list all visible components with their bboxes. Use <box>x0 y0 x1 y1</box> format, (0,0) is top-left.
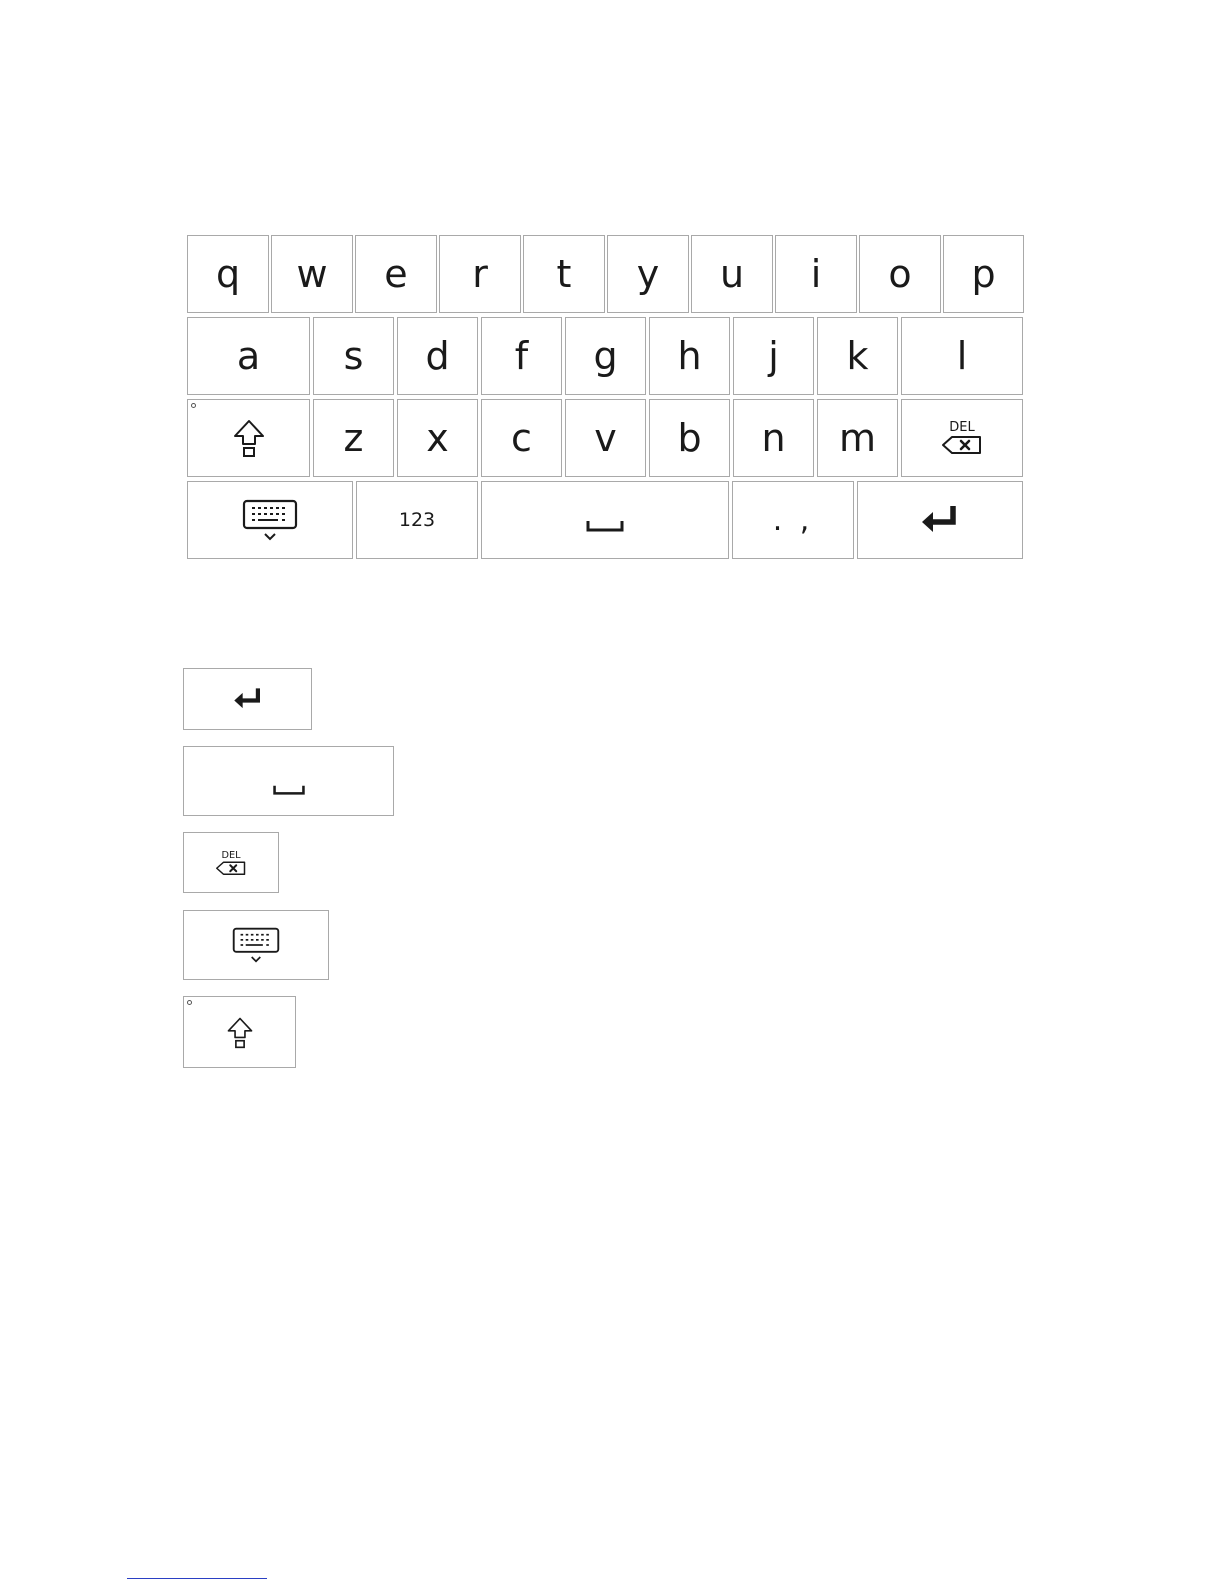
footnote-separator <box>127 1578 267 1579</box>
caps-lock-indicator <box>187 1000 192 1005</box>
legend-delete-text: DEL <box>221 849 241 861</box>
key-label: y <box>636 252 660 296</box>
key-u[interactable] <box>691 235 773 313</box>
key-p[interactable] <box>943 235 1024 313</box>
key-z[interactable] <box>313 399 394 477</box>
legend-enter-key <box>183 668 312 730</box>
legend-hide-keyboard-key <box>183 910 329 980</box>
legend-space-key <box>183 746 394 816</box>
key-j[interactable] <box>733 317 814 395</box>
key-label: z <box>343 416 364 460</box>
key-label: p <box>971 252 996 296</box>
key-label: q <box>215 252 241 296</box>
enter-icon <box>232 686 264 712</box>
key-l[interactable] <box>901 317 1023 395</box>
space-key[interactable] <box>481 481 729 559</box>
key-s[interactable] <box>313 317 394 395</box>
key-label: g <box>593 334 618 378</box>
punctuation-key-label: . , <box>772 502 814 538</box>
legend-delete-key <box>183 832 279 893</box>
keyboard-hide-icon <box>242 498 298 542</box>
key-label: s <box>343 334 364 378</box>
key-label: u <box>719 252 745 296</box>
numbers-key[interactable] <box>356 481 478 559</box>
hide-keyboard-key[interactable] <box>187 481 353 559</box>
caps-lock-indicator <box>191 403 196 408</box>
key-d[interactable] <box>397 317 478 395</box>
key-b[interactable] <box>649 399 730 477</box>
delete-key-text: DEL <box>949 420 975 435</box>
key-t[interactable] <box>523 235 605 313</box>
key-label: a <box>236 334 261 378</box>
key-x[interactable] <box>397 399 478 477</box>
numbers-key-label: 123 <box>398 509 436 531</box>
key-label: v <box>594 416 617 460</box>
key-h[interactable] <box>649 317 730 395</box>
key-label: x <box>426 416 449 460</box>
keyboard-hide-icon <box>232 926 280 964</box>
legend-shift-key <box>183 996 296 1068</box>
backspace-icon <box>938 418 986 458</box>
space-bar-icon <box>585 518 625 534</box>
key-n[interactable] <box>733 399 814 477</box>
punctuation-key[interactable] <box>732 481 854 559</box>
key-label: h <box>677 334 702 378</box>
shift-key[interactable] <box>187 399 310 477</box>
key-label: i <box>810 252 822 296</box>
key-label: t <box>556 252 572 296</box>
key-v[interactable] <box>565 399 646 477</box>
key-a[interactable] <box>187 317 310 395</box>
key-label: e <box>384 252 408 296</box>
key-label: w <box>296 252 328 296</box>
key-label: f <box>514 334 529 378</box>
key-c[interactable] <box>481 399 562 477</box>
space-bar-icon <box>272 783 306 797</box>
key-k[interactable] <box>817 317 898 395</box>
key-label: d <box>425 334 450 378</box>
shift-icon <box>226 1016 254 1049</box>
key-label: m <box>838 416 877 460</box>
key-label: c <box>511 416 532 460</box>
key-label: b <box>677 416 702 460</box>
key-label: l <box>956 334 968 378</box>
key-m[interactable] <box>817 399 898 477</box>
key-r[interactable] <box>439 235 521 313</box>
key-y[interactable] <box>607 235 689 313</box>
enter-key[interactable] <box>857 481 1023 559</box>
key-label: k <box>846 334 869 378</box>
key-g[interactable] <box>565 317 646 395</box>
key-f[interactable] <box>481 317 562 395</box>
key-label: r <box>472 252 488 296</box>
key-label: o <box>888 252 912 296</box>
shift-icon <box>232 418 266 458</box>
key-q[interactable] <box>187 235 269 313</box>
backspace-icon <box>213 848 249 878</box>
key-i[interactable] <box>775 235 857 313</box>
enter-icon <box>919 503 961 537</box>
key-o[interactable] <box>859 235 941 313</box>
key-e[interactable] <box>355 235 437 313</box>
key-label: j <box>768 334 779 378</box>
delete-key[interactable] <box>901 399 1023 477</box>
key-label: n <box>761 416 786 460</box>
key-w[interactable] <box>271 235 353 313</box>
